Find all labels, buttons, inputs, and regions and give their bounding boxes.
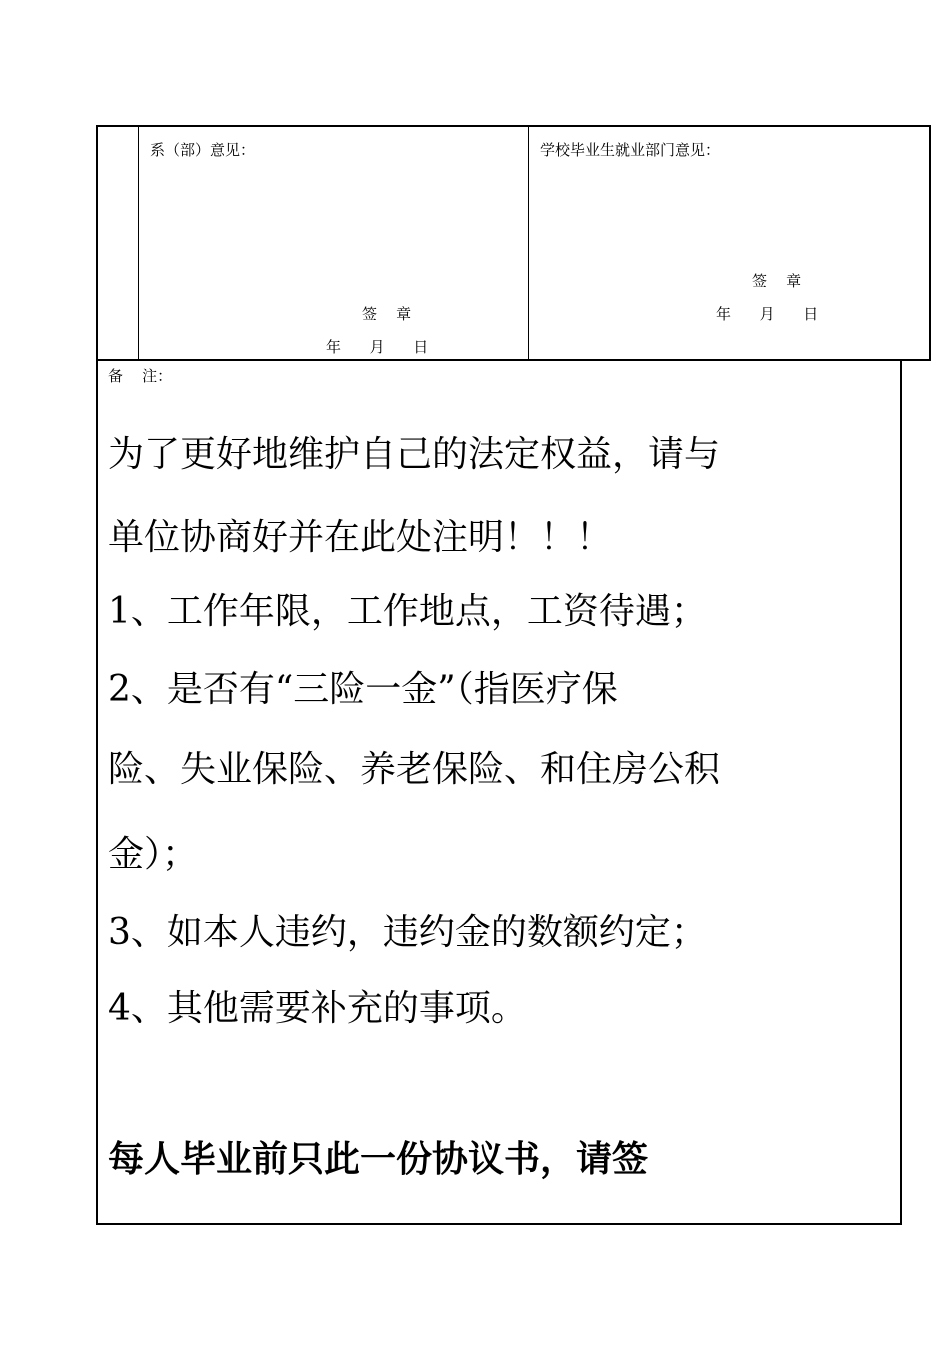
school-sign-label: 签 章 [752, 272, 802, 290]
notes-line: 4、其他需要补充的事项。 [108, 989, 527, 1029]
dept-sign-label: 签 章 [362, 305, 412, 323]
table-column-divider [528, 127, 529, 359]
notes-bold-line: 每人毕业前只此一份协议书，请签 [108, 1140, 649, 1180]
notes-line: 1、工作年限，工作地点，工资待遇； [108, 592, 707, 632]
table-column-divider [138, 127, 139, 359]
opinion-table [96, 125, 931, 361]
notes-label: 备 注： [108, 367, 173, 385]
school-date-label: 年 月 日 [716, 305, 819, 323]
notes-line: 2、是否有“三险一金”（指医疗保 [108, 670, 618, 710]
notes-line: 金）； [108, 835, 199, 875]
school-opinion-label: 学校毕业生就业部门意见： [540, 141, 721, 159]
notes-line: 3、如本人违约，违约金的数额约定； [108, 913, 707, 953]
dept-opinion-label: 系（部）意见： [150, 141, 256, 159]
notes-line: 单位协商好并在此处注明！！！ [108, 518, 613, 558]
notes-section [96, 359, 902, 1225]
dept-date-label: 年 月 日 [326, 338, 429, 356]
notes-line: 为了更好地维护自己的法定权益，请与 [108, 435, 721, 475]
notes-line: 险、失业保险、养老保险、和住房公积 [108, 750, 721, 790]
